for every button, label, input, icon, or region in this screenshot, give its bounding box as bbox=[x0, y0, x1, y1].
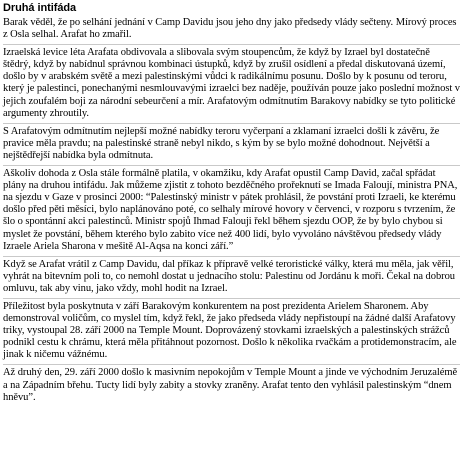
paragraph-divider bbox=[3, 165, 460, 166]
article-paragraph: S Arafatovým odmítnutím nejlepší možné nabídky teroru vyčerpaní a zklamaní izraelci došli k závěru, že pravice měla pravdu; na palestinské straně nebyl nikdo, s kým by se bylo možné dohodnout. Největší a nejštědřejší nabídka byla odmítnuta. bbox=[3, 125, 440, 161]
paragraph-divider bbox=[3, 44, 460, 45]
article-paragraph: Izraelská levice léta Arafata obdivovala a slibovala svým stoupencům, že když by Izrael byl dostatečně štědrý, když by nabídnul správnou kombinaci ústupků, když by zrušil osídlení a předal diskutovaná území, došlo by v arabském světě a mezi palestinskými vůdci k radikálnímu posunu. Došlo by k posunu od teroru, který je palestinci, ponechanými nesmlouvavými izraelci bez naděje, používán pouze jako poslední možnost v jejich zoufalém boji za národní sebeurčení a mír. Arafatovým odmítnutím Barakovy nabídky se tyto politické argumenty zhroutily. bbox=[3, 47, 460, 119]
article-paragraph: Aškoliv dohoda z Osla stále formálně platila, v okamžiku, kdy Arafat opustil Camp David, začal spřádat plány na druhou intifádu. Jak můžeme zjistit z tohoto bezděčného prořeknutí se Imada Faloují, ministra PNA, na sjezdu v Gaze v prosinci 2000: “Palestinský ministr v pátek prohlásil, že povstání proti Izraeli, ke kterému došlo před pěti měsíci, bylo naplánováno poté, co selhaly mírové hovory v červenci, v rozporu s tvrzením, že šlo o spontánní akci palestinců. Ministr spojů Ihmad Falouji řekl během sjezdu OOP, že by bylo chybou si myslet že povstání, během kterého bylo zabito více než 400 lidí, bylo vyvoláno návštěvou předsedy vlády Izraele Ariela Sharona v mešitě Al-Aqsa na konci září.” bbox=[3, 168, 458, 252]
paragraph-divider bbox=[3, 364, 460, 365]
paragraph-divider bbox=[3, 256, 460, 257]
paragraph-divider bbox=[3, 123, 460, 124]
article-paragraph: Když se Arafat vrátil z Camp Davidu, dal příkaz k přípravě velké teroristické války, která mu měla, jak věřil, vyhrát na bitevním poli to, co nemohl dostat u jednacího stolu: Palestinu od Jordánu k moři. Čekal na dobrou omluvu, tak aby vinu, jako vždy, mohl hodit na Izrael. bbox=[3, 258, 455, 294]
article-paragraph: Barak věděl, že po selhání jednání v Camp Davidu jsou jeho dny jako předsedy vlády sečteny. Mírový proces z Osla selhal. Arafat ho zmařil. bbox=[3, 17, 457, 41]
article-paragraph: Až druhý den, 29. září 2000 došlo k masivním nepokojům v Temple Mount a jinde ve východním Jeruzalémě a na Západním břehu. Tucty lidí byly zabity a stovky zraněny. Arafat tento den vyhlásil palestinským “dnem hněvu”. bbox=[3, 367, 458, 403]
article-paragraph: Příležitost byla poskytnuta v září Barakovým konkurentem na post prezidenta Arielem Sharonem. Aby demonstroval voličům, co myslel tím, když řekl, že jako předseda vlády nepřistoupí na žádné další Arafatovy triky, vystoupal 28. září 2000 na Temple Mount. Doprovázený stovkami izraelských a palestinských strážců podnikl cestu k chrámu, která měla přitáhnout pozornost. Došlo k několika rvačkám a protidemonstracím, ale jinak k ničemu vážnému. bbox=[3, 300, 457, 361]
article-title: Druhá intifáda bbox=[3, 2, 77, 14]
paragraph-divider bbox=[3, 298, 460, 299]
